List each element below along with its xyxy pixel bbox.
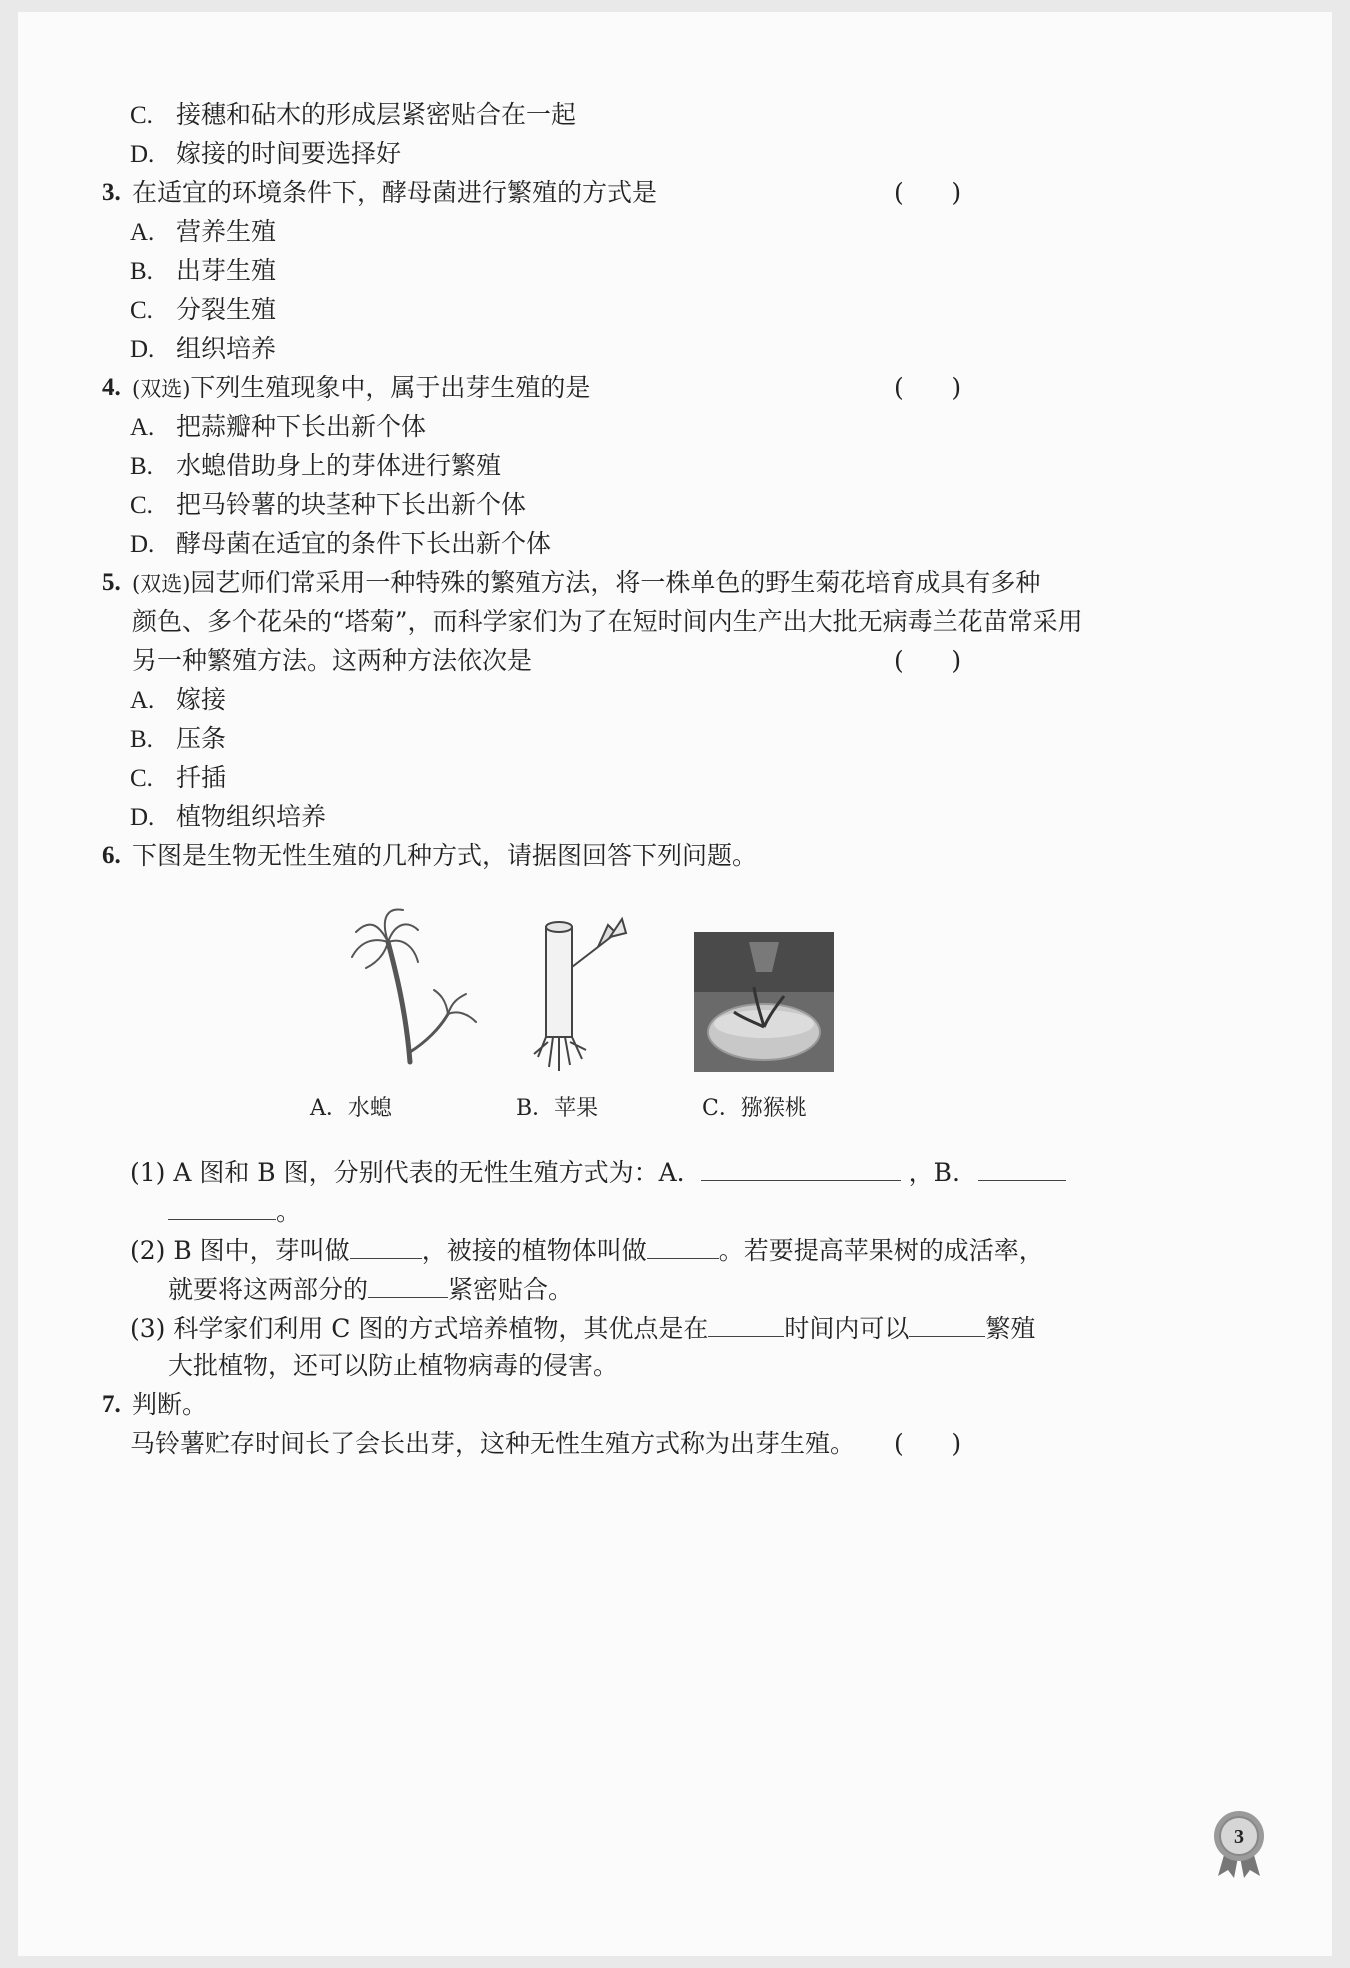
answer-blank[interactable]: [647, 1232, 719, 1259]
q3-number: 3.: [102, 179, 121, 206]
kiwifruit-tissue-culture-photo: [694, 932, 834, 1072]
option-letter: B.: [130, 258, 153, 285]
q3-stem: 在适宜的环境条件下，酵母菌进行繁殖的方式是: [132, 178, 658, 207]
q4-answer-paren[interactable]: ( ): [894, 373, 962, 402]
caption-b: B．苹果: [516, 1096, 599, 1121]
q7-statement: 马铃薯贮存时间长了会长出芽，这种无性生殖方式称为出芽生殖。: [130, 1429, 856, 1458]
q6-sub2-text-e: 紧密贴合。: [448, 1275, 574, 1304]
q6-sub1-line: [130, 1154, 1066, 1190]
q5-stem-line-1: [132, 566, 1040, 601]
answer-blank[interactable]: [708, 1310, 784, 1337]
q6-sub3-text-c: 繁殖: [985, 1314, 1036, 1343]
option-text: 把马铃薯的块茎种下长出新个体: [176, 490, 527, 519]
q6-sub2-text-c: 。若要提高苹果树的成活率，: [718, 1236, 1044, 1265]
caption-a: A．水螅: [310, 1096, 392, 1121]
q3-option-a[interactable]: [130, 215, 276, 250]
q6-stem: 下图是生物无性生殖的几种方式，请据图回答下列问题。: [132, 841, 758, 870]
option-text: 水螅借助身上的芽体进行繁殖: [176, 451, 502, 480]
option-text: 嫁接的时间要选择好: [176, 139, 402, 168]
option-text: 出芽生殖: [176, 256, 277, 285]
page-number-badge: [1210, 1808, 1268, 1880]
option-letter: D.: [130, 336, 155, 363]
q6-sub3-line-2: 大批植物，还可以防止植物病毒的侵害。: [168, 1351, 619, 1380]
q6-sub2-text-b: ，被接的植物体叫做: [421, 1236, 647, 1265]
option-letter: A.: [130, 219, 155, 246]
q5-option-c[interactable]: [130, 761, 226, 796]
q6-sub1-end: 。: [276, 1197, 302, 1226]
option-letter: D.: [130, 804, 155, 831]
q7-number: 7.: [102, 1391, 121, 1418]
option-text: 嫁接: [176, 685, 227, 714]
option-text: 扦插: [176, 763, 227, 792]
q3-option-d[interactable]: [130, 332, 276, 367]
q5-option-a[interactable]: [130, 683, 226, 718]
q4-option-c[interactable]: [130, 488, 526, 523]
answer-blank[interactable]: [168, 1193, 276, 1220]
q6-sub3-text-b: 时间内可以: [784, 1314, 910, 1343]
q6-sub3-line: [130, 1310, 1035, 1346]
option-text: 植物组织培养: [176, 802, 327, 831]
q7-answer-paren[interactable]: ( ): [894, 1429, 962, 1458]
option-letter: D.: [130, 531, 155, 558]
q7-stem: 判断。: [132, 1390, 208, 1419]
q4-option-a[interactable]: [130, 410, 426, 445]
q3-option-b[interactable]: [130, 254, 276, 289]
q6-sub1-text-a: (1) A 图和 B 图，分别代表的无性生殖方式为：A.: [130, 1158, 685, 1187]
q5-option-b[interactable]: [130, 722, 226, 757]
q4-number: 4.: [102, 374, 121, 401]
q5-stem-line-2: 颜色、多个花朵的“塔菊”，而科学家们为了在短时间内生产出大批无病毒兰花苗常采用: [132, 607, 1083, 636]
answer-blank[interactable]: [368, 1271, 448, 1298]
option-letter: C.: [130, 765, 153, 792]
option-letter: A.: [130, 414, 155, 441]
option-text: 把蒜瓣种下长出新个体: [176, 412, 427, 441]
option-letter: B.: [130, 453, 153, 480]
option-text: 营养生殖: [176, 217, 277, 246]
option-text: 接穗和砧木的形成层紧密贴合在一起: [176, 100, 577, 129]
q5-stem-1: 园艺师们常采用一种特殊的繁殖方法，将一株单色的野生菊花培育成具有多种: [190, 568, 1041, 597]
q6-sub2-line-2: [168, 1271, 573, 1307]
q3-answer-paren[interactable]: ( ): [894, 178, 962, 207]
q3-option-c[interactable]: [130, 293, 276, 328]
caption-c: C．猕猴桃: [702, 1096, 807, 1121]
answer-blank[interactable]: [978, 1154, 1066, 1181]
q5-number: 5.: [102, 569, 121, 596]
page-number: 3: [1234, 1826, 1244, 1848]
q6-sub3-text-a: (3) 科学家们利用 C 图的方式培养植物，其优点是在: [130, 1314, 709, 1343]
option-text: 分裂生殖: [176, 295, 277, 324]
option-letter: B.: [130, 726, 153, 753]
q2-option-c[interactable]: [130, 98, 576, 133]
q6-number: 6.: [102, 842, 121, 869]
multi-select-tag: (双选): [132, 377, 191, 401]
apple-graft-illustration: [518, 907, 638, 1087]
option-text: 酵母菌在适宜的条件下长出新个体: [176, 529, 552, 558]
q5-option-d[interactable]: [130, 800, 326, 835]
q5-stem-line-3: 另一种繁殖方法。这两种方法依次是: [132, 646, 533, 675]
option-letter: D.: [130, 141, 155, 168]
option-letter: C.: [130, 102, 153, 129]
q4-stem: 下列生殖现象中，属于出芽生殖的是: [190, 373, 591, 402]
option-text: 压条: [176, 724, 227, 753]
q6-sub2-text-a: (2) B 图中，芽叫做: [130, 1236, 350, 1265]
option-text: 组织培养: [176, 334, 277, 363]
worksheet-page: [18, 12, 1332, 1956]
answer-blank[interactable]: [701, 1154, 901, 1181]
q5-answer-paren[interactable]: ( ): [894, 646, 962, 675]
option-letter: C.: [130, 297, 153, 324]
q6-sub2-line: [130, 1232, 1044, 1268]
q6-sub2-text-d: 就要将这两部分的: [168, 1275, 369, 1304]
q4-stem-line: [132, 371, 590, 406]
q4-option-b[interactable]: [130, 449, 501, 484]
option-letter: A.: [130, 687, 155, 714]
answer-blank[interactable]: [909, 1310, 985, 1337]
q4-option-d[interactable]: [130, 527, 551, 562]
q6-sub1-text-b: ，B.: [908, 1158, 960, 1187]
q2-option-d[interactable]: [130, 137, 401, 172]
answer-blank[interactable]: [350, 1232, 422, 1259]
q6-sub1-line-2: [168, 1193, 301, 1229]
multi-select-tag: (双选): [132, 572, 191, 596]
hydra-illustration: [348, 902, 498, 1082]
option-letter: C.: [130, 492, 153, 519]
